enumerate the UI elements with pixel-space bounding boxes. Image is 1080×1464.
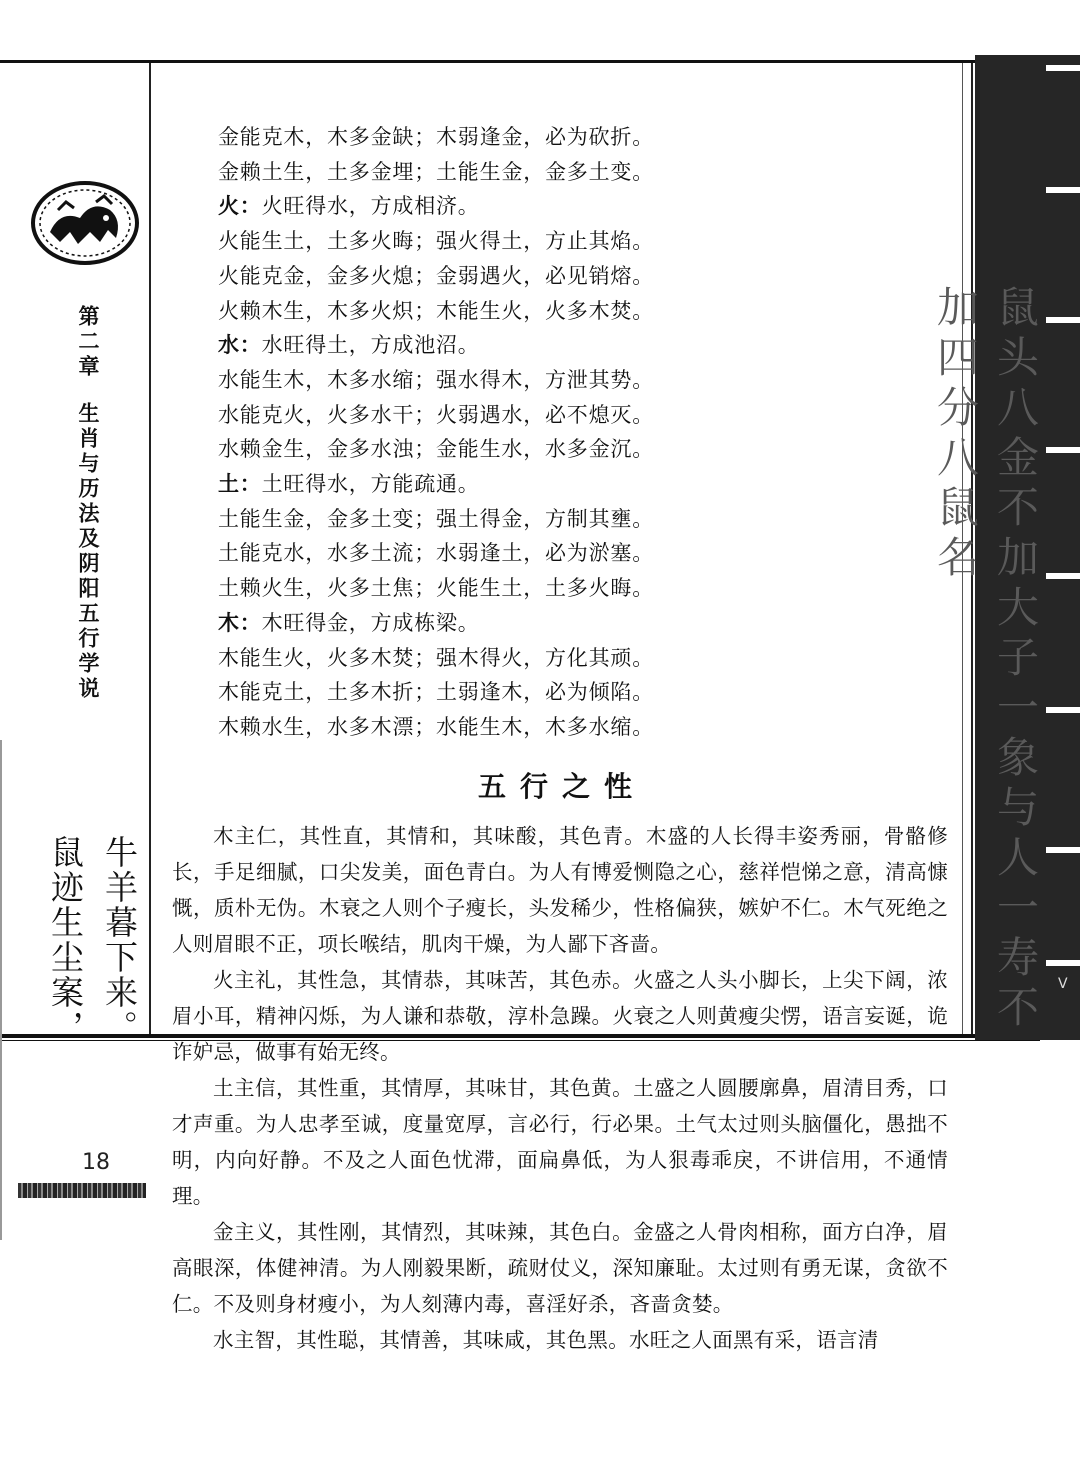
- side-band: [931, 55, 1080, 1040]
- verse-line: [218, 467, 958, 502]
- paragraph: 金主义，其性刚，其情烈，其味辣，其色白。金盛之人骨肉相称，面方白净，眉高眼深，体健神清。为人刚毅果断，疏财仗义，深知廉耻。太过则有勇无谋，贪欲不仁。不及则身材瘦小，为人刻薄内毒，喜淫好杀，吝啬贪婪。: [172, 1220, 948, 1316]
- verse-text: 土旺得水，方能疏通。: [261, 472, 480, 497]
- verse-text: 水能克火，火多水干；火弱遇水，必不熄灭。: [218, 402, 654, 427]
- paragraph: 土主信，其性重，其情厚，其味甘，其色黄。土盛之人圆腰廓鼻，眉清目秀，口才声重。为人忠孝至诚，度量宽厚，言必行，行必果。土气太过则头脑僵化，愚拙不明，内向好静。不及之人面色忧滞，面扁鼻低，为人狠毒乖戾，不讲信用，不通情理。: [172, 1076, 948, 1208]
- verse-line: [218, 120, 958, 155]
- paragraph: 木主仁，其性直，其情和，其味酸，其色青。木盛的人长得丰姿秀丽，骨骼修长，手足细腻，口尖发美，面色青白。为人有博爱恻隐之心，慈祥恺悌之意，清高慷慨，质朴无伪。木衰之人则个子瘦长，头发稀少，性格偏狭，嫉妒不仁。木气死绝之人则眉眼不正，项长喉结，肌肉干燥，为人鄙下吝啬。: [172, 824, 948, 956]
- verse-line: [218, 675, 958, 710]
- element-label: 水：: [218, 333, 262, 358]
- verse-line: [218, 536, 958, 571]
- verse-line: [218, 363, 958, 398]
- band-notch: [1046, 65, 1080, 71]
- band-mark: V: [1058, 976, 1068, 992]
- paragraph: 水主智，其性聪，其情善，其味咸，其色黑。水旺之人面黑有采，语言清: [213, 1328, 879, 1352]
- verse-text: 火能克金，金多火熄；金弱遇火，必见销熔。: [218, 263, 654, 288]
- band-notch: [1046, 960, 1080, 966]
- page-number: 18: [82, 1150, 110, 1175]
- zodiac-seal-icon: [30, 180, 140, 266]
- verse-text: 火旺得水，方成相济。: [261, 194, 480, 219]
- verse-line: [218, 432, 958, 467]
- chapter-title: 生肖与历法及阴阳五行学说: [76, 402, 100, 702]
- chapter-number: 第二章: [76, 305, 100, 380]
- verse-line: [218, 224, 958, 259]
- verse-text: 水能生木，木多水缩；强水得木，方泄其势。: [218, 367, 654, 392]
- verse-text: 土能生金，金多土变；强土得金，方制其壅。: [218, 506, 654, 531]
- verse-line: [218, 502, 958, 537]
- element-label: 土：: [218, 472, 262, 497]
- verse-text: 水旺得土，方成池沼。: [261, 333, 480, 358]
- verse-text: 土能克水，水多土流；水弱逢土，必为淤塞。: [218, 541, 654, 566]
- band-notch: [1046, 573, 1080, 579]
- section-title: 五行之性: [477, 770, 646, 803]
- proverb-line-2: 鼠迹生尘案，: [46, 835, 85, 1045]
- verse-line: [218, 606, 958, 641]
- page-decor-bar: [18, 1183, 146, 1198]
- verse-line: [218, 259, 958, 294]
- verse-text: 土赖火生，火多土焦；火能生土，土多火晦。: [218, 576, 654, 601]
- band-notch: [1046, 847, 1080, 853]
- band-seal-script: 鼠头八金不加大子一象与人一寿不加四分八鼠名: [931, 285, 1040, 1035]
- verse-line: [218, 294, 958, 329]
- verse-block: [218, 120, 958, 745]
- verse-text: 木能生火，火多木焚；强木得火，方化其顽。: [218, 645, 654, 670]
- verse-text: 木旺得金，方成栋梁。: [261, 610, 480, 635]
- proverb-line-1: 牛羊暮下来。: [100, 835, 139, 1045]
- verse-line: [218, 398, 958, 433]
- scan-edge: [0, 740, 2, 1240]
- band-notch: [1046, 317, 1080, 323]
- verse-text: 火赖木生，木多火炽；木能生火，火多木焚。: [218, 298, 654, 323]
- verse-line: [218, 710, 958, 745]
- verse-line: [218, 328, 958, 363]
- verse-text: 木赖水生，水多木漂；水能生木，木多水缩。: [218, 714, 654, 739]
- verse-line: [218, 571, 958, 606]
- verse-text: 金赖土生，土多金埋；土能生金，金多土变。: [218, 159, 654, 184]
- verse-line: [218, 155, 958, 190]
- band-notch: [1046, 187, 1080, 193]
- verse-text: 水赖金生，金多水浊；金能生水，水多金沉。: [218, 437, 654, 462]
- verse-text: 木能克土，土多木折；土弱逢木，必为倾陷。: [218, 680, 654, 705]
- band-notch: [1046, 447, 1080, 453]
- element-label: 木：: [218, 610, 262, 635]
- paragraph: 火主礼，其性急，其情恭，其味苦，其色赤。火盛之人头小脚长，上尖下阔，浓眉小耳，精神闪烁，为人谦和恭敬，淳朴急躁。火衰之人则黄瘦尖愣，语言妄诞，诡诈妒忌，做事有始无终。: [172, 968, 948, 1064]
- element-label: 火：: [218, 194, 262, 219]
- verse-text: 金能克木，木多金缺；木弱逢金，必为砍折。: [218, 125, 654, 149]
- verse-text: 火能生土，土多火晦；强火得土，方止其焰。: [218, 229, 654, 254]
- verse-line: [218, 641, 958, 676]
- band-notch: [1046, 707, 1080, 713]
- verse-line: [218, 189, 958, 224]
- essay-body: [172, 818, 948, 1358]
